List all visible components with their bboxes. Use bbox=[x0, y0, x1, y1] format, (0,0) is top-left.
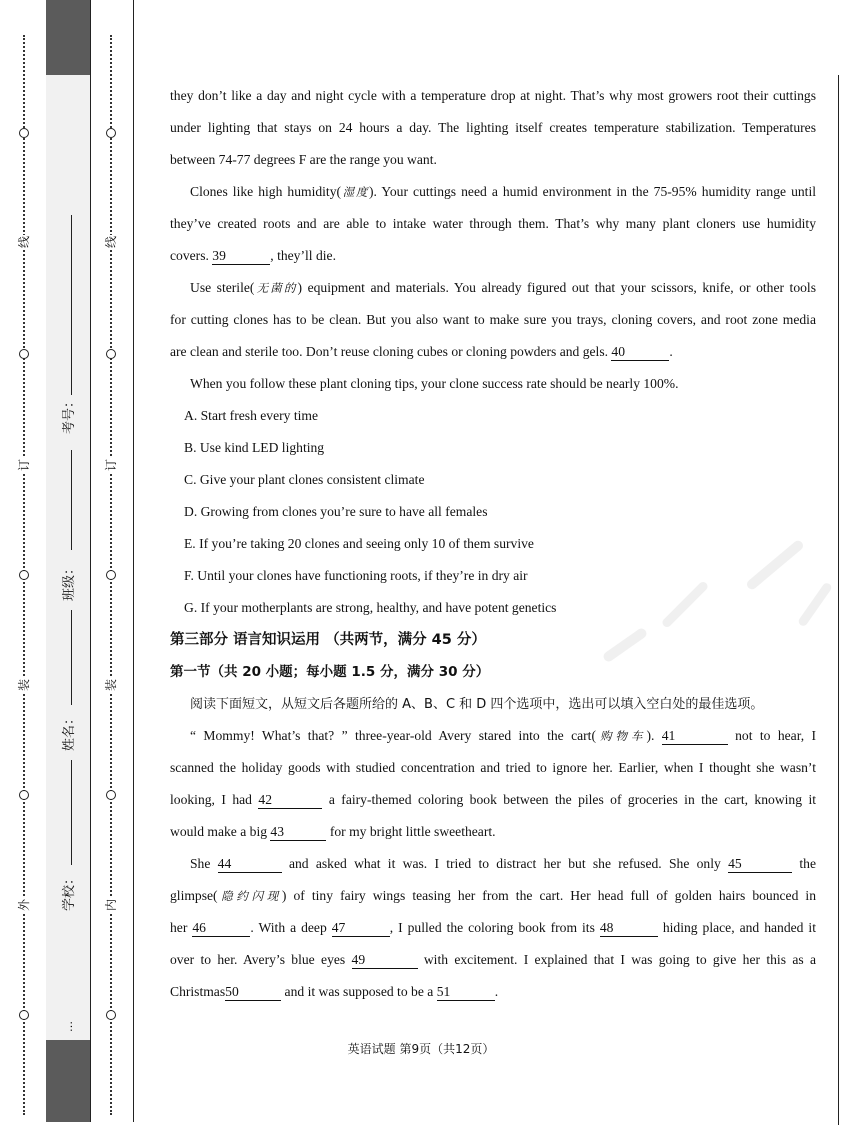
answer-blank[interactable]: 48 bbox=[600, 920, 658, 937]
text-run: Use sterile( bbox=[190, 280, 255, 295]
exam-no-write-line[interactable] bbox=[71, 215, 72, 395]
text-run: , they’ll die. bbox=[270, 248, 336, 263]
text-run: . With a deep bbox=[250, 920, 332, 935]
text-run: E. If you’re taking 20 clones and seeing only 10 of them survive bbox=[184, 536, 534, 551]
instruction-text: 阅读下面短文，从短文后各题所给的 A、B、C 和 D 四个选项中，选出可以填入空白处的最佳选项。 bbox=[190, 697, 764, 712]
text-run: She bbox=[190, 856, 218, 871]
answer-option bbox=[170, 432, 816, 464]
answer-blank[interactable]: 50 bbox=[225, 984, 281, 1001]
text-line bbox=[170, 272, 816, 304]
text-line bbox=[170, 304, 816, 336]
text-run: under lighting that stays on 24 hours a day. The lighting itself creates temperature stabilization. Temperatures bbox=[170, 120, 816, 135]
binding-margin bbox=[0, 0, 134, 1122]
text-run: F. Until your clones have functioning roots, if they’re in dry air bbox=[184, 568, 528, 583]
inner-mark-ding: 订 bbox=[104, 459, 118, 472]
text-run: A. Start fresh every time bbox=[184, 408, 319, 423]
hole-circle bbox=[106, 1010, 116, 1020]
text-line bbox=[170, 944, 816, 976]
hole-circle bbox=[19, 570, 29, 580]
answer-blank[interactable]: 41 bbox=[662, 728, 728, 745]
text-line bbox=[170, 144, 816, 176]
text-run: a fairy-themed coloring book between the piles of groceries in the cart, knowing it bbox=[322, 792, 816, 807]
hole-circle bbox=[19, 128, 29, 138]
chinese-gloss: 湿度 bbox=[341, 185, 369, 199]
page-footer: 英语试题 第9页（共12页） bbox=[347, 1042, 495, 1056]
text-line bbox=[170, 784, 816, 816]
outer-mark-zhuang: 装 bbox=[17, 679, 31, 692]
text-run: glimpse( bbox=[170, 888, 218, 903]
name-write-line[interactable] bbox=[71, 610, 72, 705]
text-run: and asked what it was. I tried to distract her but she refused. She only bbox=[281, 856, 729, 871]
hole-circle bbox=[106, 570, 116, 580]
text-run: Clones like high humidity( bbox=[190, 184, 342, 199]
answer-blank[interactable]: 42 bbox=[258, 792, 322, 809]
hole-circle bbox=[19, 1010, 29, 1020]
text-run: with excitement. I explained that I was going to give her this as a bbox=[417, 952, 816, 967]
answer-blank[interactable]: 39 bbox=[212, 248, 270, 265]
heading-text: 第三部分 语言知识运用 （共两节，满分 45 分） bbox=[170, 632, 486, 648]
text-line bbox=[170, 176, 816, 208]
text-run: over to her. Avery’s blue eyes bbox=[170, 952, 352, 967]
answer-option bbox=[170, 592, 816, 624]
hole-circle bbox=[19, 790, 29, 800]
ellipsis-mark: … bbox=[62, 1021, 75, 1032]
text-run: B. Use kind LED lighting bbox=[184, 440, 325, 455]
text-run: for cutting clones has to be clean. But you also want to make sure you trays, cloning covers, and root zone media bbox=[170, 312, 816, 327]
text-run: D. Growing from clones you’re sure to have all females bbox=[184, 504, 488, 519]
text-run: between 74-77 degrees F are the range you want. bbox=[170, 152, 437, 167]
text-line bbox=[170, 848, 816, 880]
text-run: for my bright little sweetheart. bbox=[326, 824, 496, 839]
text-run: the bbox=[792, 856, 816, 871]
text-run: her bbox=[170, 920, 193, 935]
answer-option bbox=[170, 528, 816, 560]
text-run: covers. bbox=[170, 248, 213, 263]
text-run: are clean and sterile too. Don’t reuse cloning cubes or cloning powders and gels. bbox=[170, 344, 612, 359]
answer-option bbox=[170, 560, 816, 592]
text-line bbox=[170, 816, 816, 848]
chinese-gloss: 隐约闪现 bbox=[217, 889, 282, 903]
school-write-line[interactable] bbox=[71, 760, 72, 865]
answer-blank[interactable]: 47 bbox=[332, 920, 390, 937]
text-run: scanned the holiday goods with studied concentration and tried to ignore her. Earlier, when I thought she wasn’t bbox=[170, 760, 816, 775]
text-run: . bbox=[669, 344, 673, 359]
text-run: ). Your cuttings need a humid environment in the 75-95% humidity range until bbox=[368, 184, 817, 199]
text-run: , I pulled the coloring book from its bbox=[389, 920, 600, 935]
answer-blank[interactable]: 51 bbox=[437, 984, 495, 1001]
heading-text: 第一节（共 20 小题；每小题 1.5 分，满分 30 分） bbox=[170, 664, 490, 680]
text-line bbox=[170, 976, 816, 1008]
text-run: looking, I had bbox=[170, 792, 259, 807]
text-line bbox=[170, 112, 816, 144]
answer-blank[interactable]: 43 bbox=[270, 824, 326, 841]
answer-blank[interactable]: 45 bbox=[728, 856, 792, 873]
hole-circle bbox=[106, 349, 116, 359]
text-run: not to hear, I bbox=[727, 728, 817, 743]
text-run: ) of tiny fairy wings teasing her from the cart. Her head full of golden hairs bounced in bbox=[281, 888, 817, 903]
hole-circle bbox=[106, 128, 116, 138]
answer-blank[interactable]: 46 bbox=[192, 920, 250, 937]
text-run: . bbox=[494, 984, 499, 999]
answer-option bbox=[170, 400, 816, 432]
chinese-gloss: 购物车 bbox=[595, 729, 647, 743]
text-line bbox=[170, 336, 816, 368]
section-heading bbox=[170, 656, 816, 688]
text-run: ) equipment and materials. You already figured out that your scissors, knife, or other tools bbox=[297, 280, 816, 295]
answer-blank[interactable]: 44 bbox=[218, 856, 282, 873]
chinese-gloss: 无菌的 bbox=[254, 281, 298, 295]
text-line bbox=[170, 752, 816, 784]
binding-gray-bar bbox=[46, 0, 90, 75]
text-run: When you follow these plant cloning tips, your clone success rate should be nearly 100%. bbox=[190, 376, 679, 391]
class-label: 班级： bbox=[62, 561, 78, 602]
answer-blank[interactable]: 49 bbox=[352, 952, 418, 969]
text-run: they don’t like a day and night cycle with a temperature drop at night. That’s why most growers root their cuttings bbox=[170, 88, 816, 103]
text-run: Christmas bbox=[170, 984, 226, 999]
inner-mark-zhuang: 装 bbox=[104, 679, 118, 692]
text-line bbox=[170, 720, 816, 752]
text-line bbox=[170, 80, 816, 112]
text-run: hiding place, and handed it bbox=[657, 920, 816, 935]
inner-mark-nei: 内 bbox=[104, 899, 118, 912]
text-run: and it was supposed to be a bbox=[281, 984, 437, 999]
text-run: C. Give your plant clones consistent climate bbox=[184, 472, 425, 487]
text-run: G. If your motherplants are strong, healthy, and have potent genetics bbox=[184, 600, 557, 615]
class-write-line[interactable] bbox=[71, 450, 72, 550]
text-run: they’ve created roots and are able to intake water through them. That’s why many plant cloners use humidity bbox=[170, 216, 816, 231]
answer-option bbox=[170, 464, 816, 496]
text-line bbox=[170, 368, 816, 400]
text-run: ). bbox=[646, 728, 662, 743]
answer-option bbox=[170, 496, 816, 528]
answer-blank[interactable]: 40 bbox=[611, 344, 669, 361]
name-label: 姓名： bbox=[62, 711, 78, 752]
outer-mark-xian: 线 bbox=[17, 236, 31, 249]
outer-mark-wai: 外 bbox=[17, 899, 31, 912]
hole-circle bbox=[19, 349, 29, 359]
school-label: 学校： bbox=[62, 871, 78, 912]
text-run: would make a big bbox=[170, 824, 271, 839]
frame-line bbox=[133, 0, 134, 1122]
exam-no-label: 考号： bbox=[62, 394, 78, 435]
text-line bbox=[170, 208, 816, 240]
hole-circle bbox=[106, 790, 116, 800]
text-line bbox=[170, 688, 816, 720]
text-run: “ Mommy! What’s that? ” three-year-old Avery stared into the cart( bbox=[190, 728, 596, 743]
text-line bbox=[170, 880, 816, 912]
text-line bbox=[170, 240, 816, 272]
passage-content bbox=[170, 80, 816, 1008]
outer-mark-ding: 订 bbox=[17, 459, 31, 472]
frame-line bbox=[90, 0, 91, 1122]
inner-mark-xian: 线 bbox=[104, 236, 118, 249]
text-line bbox=[170, 912, 816, 944]
section-heading bbox=[170, 624, 816, 656]
page-right-border bbox=[838, 75, 839, 1125]
